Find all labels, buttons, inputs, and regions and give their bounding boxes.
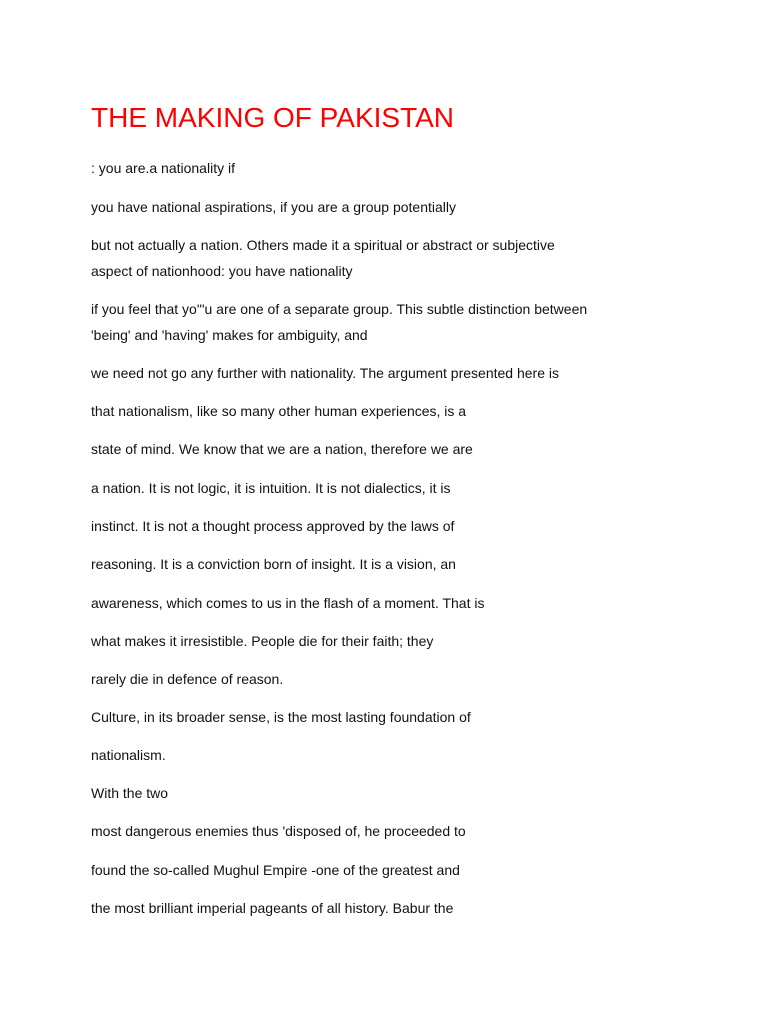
text-line: you have national aspirations, if you are a group potentially xyxy=(91,199,457,215)
text-line: a nation. It is not logic, it is intuition. It is not dialectics, it is xyxy=(91,480,451,496)
text-line: that nationalism, like so many other human experiences, is a xyxy=(91,403,467,419)
text-line: we need not go any further with nationality. The argument presented here is xyxy=(91,365,559,381)
text-line: : you are.a nationality if xyxy=(91,160,235,176)
text-line: the most brilliant imperial pageants of all history. Babur the xyxy=(91,900,454,916)
text-line: rarely die in defence of reason. xyxy=(91,671,284,687)
text-line: nationalism. xyxy=(91,747,166,763)
text-line: instinct. It is not a thought process approved by the laws of xyxy=(91,518,455,534)
text-line: With the two xyxy=(91,785,169,801)
text-line: 'being' and 'having' makes for ambiguity, and xyxy=(91,327,368,343)
text-line: aspect of nationhood: you have nationality xyxy=(91,263,353,279)
document-title: THE MAKING OF PAKISTAN xyxy=(91,102,455,133)
text-line: but not actually a nation. Others made it a spiritual or abstract or subjective xyxy=(91,237,555,253)
text-line: what makes it irresistible. People die for their faith; they xyxy=(91,633,434,649)
text-line: Culture, in its broader sense, is the most lasting foundation of xyxy=(91,709,471,725)
text-line: most dangerous enemies thus 'disposed of, he proceeded to xyxy=(91,823,466,839)
text-line: found the so-called Mughul Empire -one of the greatest and xyxy=(91,862,460,878)
text-line: if you feel that yo'"u are one of a separate group. This subtle distinction between xyxy=(91,301,588,317)
text-line: state of mind. We know that we are a nation, therefore we are xyxy=(91,441,473,457)
text-line: reasoning. It is a conviction born of insight. It is a vision, an xyxy=(91,556,456,572)
text-line: awareness, which comes to us in the flash of a moment. That is xyxy=(91,595,485,611)
